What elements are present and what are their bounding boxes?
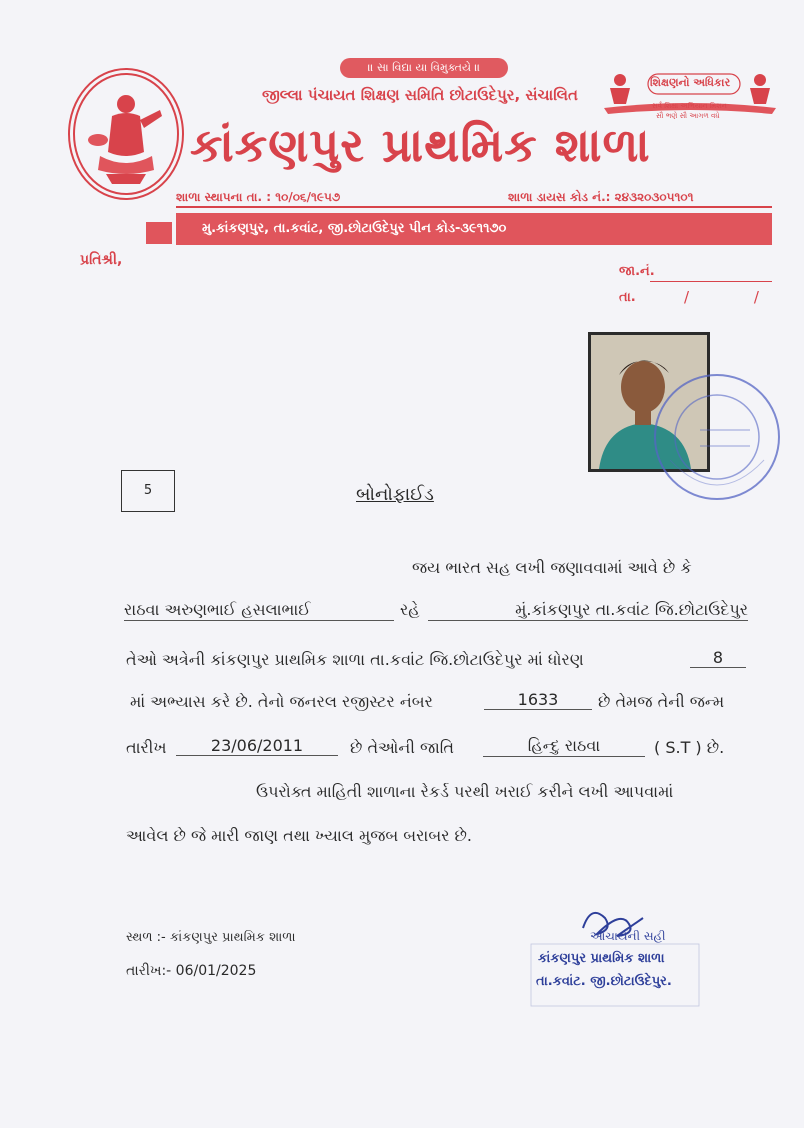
- birth-statement-line: છે તેમજ તેની જન્મ: [598, 692, 725, 711]
- school-round-stamp-icon: [650, 370, 784, 504]
- gr-number-field: 1633: [484, 690, 592, 710]
- header-divider: [176, 206, 772, 208]
- certificate-title: બોનોફાઈડ: [356, 484, 434, 505]
- place-line: સ્થળ :- કાંકણપુર પ્રાથમિક શાળા: [126, 930, 296, 945]
- badge-subline: સર્વ શિક્ષા અભિયાન મિશન: [652, 102, 727, 110]
- outward-no-label: જા.નં.: [619, 264, 655, 279]
- principal-stamp-school: કાંકણપુર પ્રાથમિક શાળા: [538, 951, 665, 966]
- dob-label: તારીખ: [126, 738, 167, 757]
- school-name-heading: કાંકણપુર પ્રાથમિક શાળા: [190, 118, 651, 172]
- school-motto: ॥ સા વિદ્યા યા વિમુક્તયે ॥: [340, 58, 508, 78]
- school-statement-line: તેઓ અત્રેની કાંકણપુર પ્રાથમિક શાળા તા.કવાંટ જિ.છોટાઉદેપુર માં ધોરણ: [126, 650, 584, 669]
- principal-sign-label: આચાર્યની સહી: [590, 929, 666, 943]
- outward-no-line: [650, 281, 772, 282]
- greeting-line: જય ભારત સહ લખી જણાવવામાં આવે છે કે: [412, 558, 692, 577]
- caste-field: હિન્દુ રાઠવા: [483, 736, 645, 757]
- address-band: મુ.કાંકણપુર, તા.કવાંટ, જી.છોટાઉદેપુર પીન કોડ-૩૯૧૧૭૦: [176, 213, 772, 245]
- declaration-line: આવેલ છે જે મારી જાણ તથા ખ્યાલ મુજબ બરાબર છે.: [126, 826, 473, 845]
- saraswati-emblem-icon: [68, 68, 184, 200]
- council-line: જીલ્લા પંચાયત શિક્ષણ સમિતિ છોટાઉદેપુર, સંચાલિત: [262, 86, 578, 104]
- category-text: ( S.T ) છે.: [654, 738, 725, 757]
- letter-date-slashes: / /: [684, 288, 789, 306]
- verification-line: ઉપરોક્ત માહિતી શાળાના રેકર્ડ પરથી ખરાઈ કરીને લખી આપવામાં: [256, 782, 674, 801]
- badge-title: શિક્ષણનો અધિકાર: [650, 76, 731, 89]
- serial-number-box: 5: [121, 470, 175, 512]
- recipient-salutation: પ્રતિશ્રી,: [80, 252, 123, 268]
- badge-subline: સૌ ભણે સૌ આગળ વધે: [656, 112, 720, 120]
- student-name-field: રાઠવા અરુણભાઈ હસલાભાઈ: [124, 600, 394, 621]
- residence-field: મું.કાંકણપુર તા.કવાંટ જિ.છોટાઉદેપુર: [428, 600, 748, 621]
- resident-label: રહે: [400, 600, 420, 619]
- letter-date-label: તા.: [619, 290, 636, 305]
- issue-date-line: તારીખ:- 06/01/2025: [126, 963, 257, 979]
- standard-field: 8: [690, 648, 746, 668]
- address-band-tail: [146, 222, 172, 244]
- study-statement-line: માં અભ્યાસ કરે છે. તેનો જનરલ રજીસ્ટર નંબર: [130, 692, 433, 711]
- dise-code: શાળા ડાયસ કોડ નં.: ૨૪૩૨૦૩૦૫૧૦૧: [508, 190, 694, 204]
- established-date: શાળા સ્થાપના તા. : ૧૦/૦૬/૧૯૫૭: [176, 190, 341, 204]
- caste-label: છે તેઓની જાતિ: [350, 738, 454, 757]
- dob-field: 23/06/2011: [176, 736, 338, 756]
- principal-stamp-address: તા.કવાંટ. જી.છોટાઉદેપુર.: [536, 974, 672, 989]
